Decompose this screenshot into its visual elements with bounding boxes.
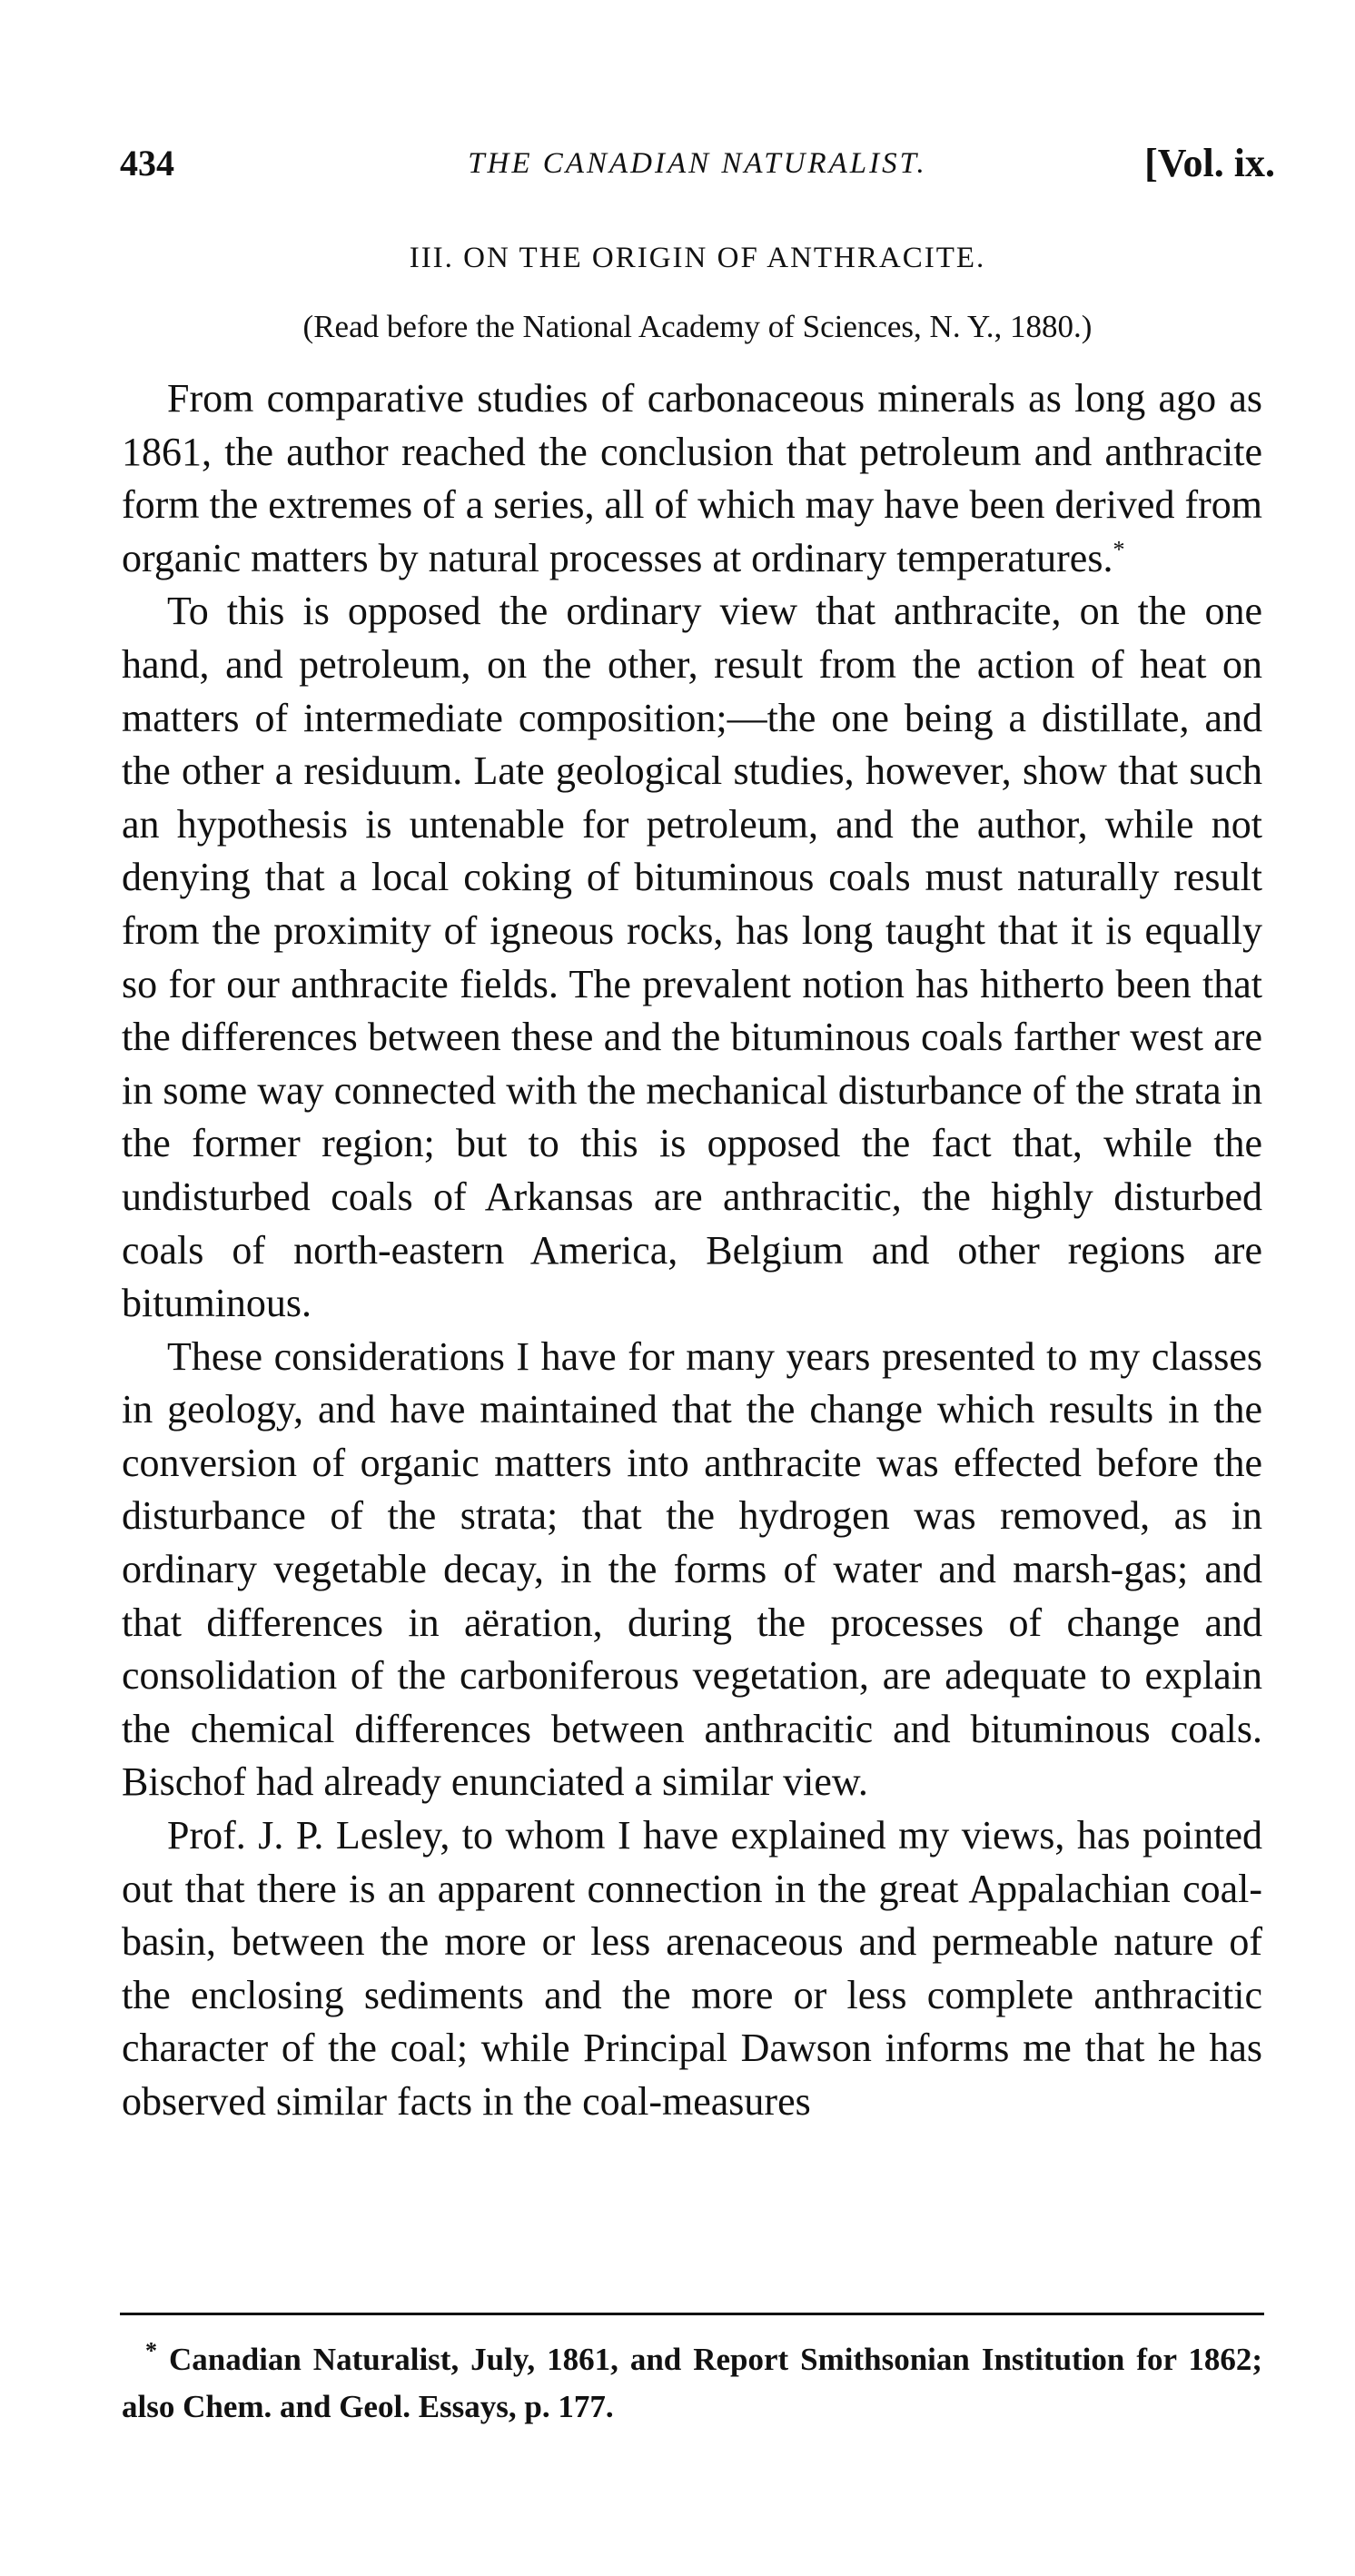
volume-label: [Vol. ix. xyxy=(1144,141,1275,185)
journal-title: THE CANADIAN NATURALIST. xyxy=(468,147,927,180)
article-title: III. ON THE ORIGIN OF ANTHRACITE. xyxy=(409,242,986,274)
paragraph xyxy=(122,372,1262,585)
paragraph: Prof. J. P. Lesley, to whom I have explained my views, has pointed out that there is an apparent connection in the great Appalachian coal-basin, between the more or less arenaceous and permeable nature of the enclosing sediments and the more or less complete anthracitic character of the coal; while Principal Dawson informs me that he has observed similar facts in the coal-measures xyxy=(122,1813,1262,2124)
article-subtitle: (Read before the National Academy of Sciences, N. Y., 1880.) xyxy=(302,309,1093,344)
paragraph: To this is opposed the ordinary view that anthracite, on the one hand, and petroleum, on the other, result from the action of heat on matters of intermediate composition;—the one being a distillate, and the other a residuum. Late geological studies, however, show that such an hypothesis is untenable for petroleum, and the author, while not denying that a local coking of bituminous coals must naturally result from the proximity of igneous rocks, has long taught that it is equally so for our anthracite fields. The prevalent notion has hitherto been that the differences between these and the bituminous coals farther west are in some way connected with the mechanical disturbance of the strata in the former region; but to this is opposed the fact that, while the undisturbed coals of Arkansas are anthracitic, the highly disturbed coals of north-eastern America, Belgium and other regions are bituminous. xyxy=(122,589,1262,1326)
paragraph: These considerations I have for many years presented to my classes in geology, and have maintained that the change which results in the conversion of organic matters into anthracite was effected before the disturbance of the strata; that the hydrogen was removed, as in ordinary vegetable decay, in the forms of water and marsh-gas; and that differences in aëration, during the processes of change and consolidation of the carboniferous vegetation, are adequate to explain the chemical differences between anthracitic and bituminous coals. Bischof had already enunciated a similar view. xyxy=(122,1333,1262,1805)
footnote-divider xyxy=(120,2313,1264,2315)
footnote xyxy=(122,2336,1262,2431)
footnote-reference: * xyxy=(1113,536,1125,563)
footnote-text: Canadian Naturalist, July, 1861, and Report Smithsonian Institution for 1862; also Chem. and Geol. Essays, p. 177. xyxy=(122,2342,1262,2424)
running-head xyxy=(120,136,1275,191)
article-body xyxy=(122,372,1262,2129)
page-number: 434 xyxy=(120,143,174,183)
paragraph-text: From comparative studies of carbonaceous minerals as long ago as 1861, the author reached the conclusion that petroleum and anthracite form the extremes of a series, all of which may have been derived from organic matters by natural processes at ordinary temperatures. xyxy=(122,376,1262,580)
footnote-mark: * xyxy=(145,2337,157,2364)
